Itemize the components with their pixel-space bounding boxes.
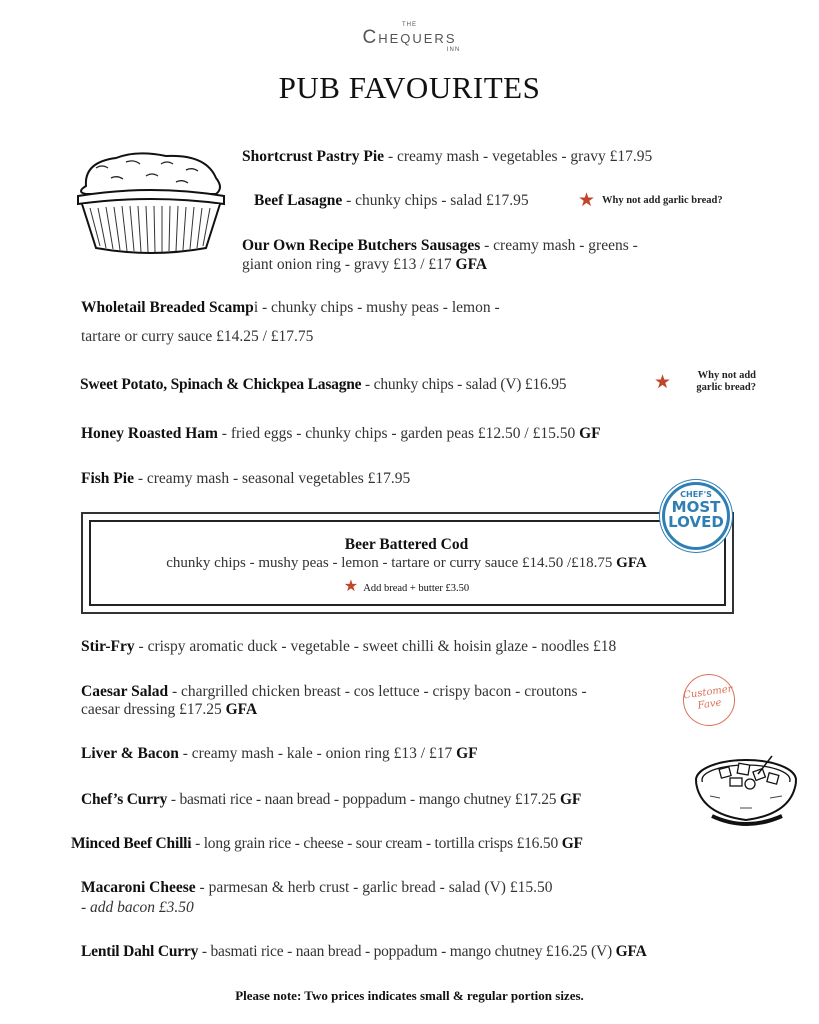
item-desc: - basmati rice - naan bread - poppadum - mango chutney £16.25 (V) <box>198 943 616 960</box>
page-title: PUB FAVOURITES <box>278 70 541 105</box>
logo-name: Chequers <box>362 27 457 48</box>
stamp-line1: Customer <box>682 683 734 702</box>
item-desc: - chunky chips - mushy peas - lemon - <box>258 299 500 316</box>
menu-item-macaroni-cheese <box>81 878 552 898</box>
menu-item-scampi-line2 <box>81 327 313 347</box>
dietary-tag: GFA <box>455 256 488 273</box>
featured-item-name <box>81 535 732 555</box>
stamp-line2: Fave <box>697 697 723 712</box>
item-name: Beef Lasagne <box>254 192 343 209</box>
menu-item-liver-bacon <box>81 744 478 764</box>
menu-item-caesar-salad <box>81 682 587 702</box>
item-name: Sweet Potato, Spinach & Chickpea Lasagne <box>80 376 362 393</box>
item-name: Honey Roasted Ham <box>81 425 218 442</box>
item-desc: tartare or curry sauce £14.25 / £17.75 <box>81 328 314 345</box>
item-desc: - chunky chips - salad (V) £16.95 <box>361 376 567 393</box>
dietary-tag: GF <box>579 425 601 442</box>
item-desc: - fried eggs - chunky chips - garden peas £12.50 / £15.50 <box>217 425 580 442</box>
item-name: Stir-Fry <box>81 638 135 655</box>
star-icon: ★ <box>578 189 596 211</box>
item-desc: - crispy aromatic duck - vegetable - sweet chilli & hoisin glaze - noodles £18 <box>134 638 617 655</box>
item-desc: - creamy mash - seasonal vegetables £17.95 <box>133 470 411 487</box>
menu-item-scampi <box>81 298 500 318</box>
item-name: Caesar Salad <box>81 683 169 700</box>
badge-line2: MOST <box>671 498 721 516</box>
badge-line3: LOVED <box>668 513 724 531</box>
item-desc: - creamy mash - kale - onion ring £13 / £17 <box>178 745 457 762</box>
logo-the: THE <box>402 22 417 28</box>
dietary-tag: GF <box>456 745 478 762</box>
menu-item-stir-fry <box>81 637 616 657</box>
item-desc: - parmesan & herb crust - garlic bread - salad (V) £15.50 <box>195 879 553 896</box>
menu-item-beef-lasagne <box>254 191 529 211</box>
item-name: Macaroni Cheese <box>81 879 196 896</box>
note-line1: Why not add <box>697 370 756 381</box>
item-desc: caesar dressing £17.25 <box>81 701 226 718</box>
item-name: Our Own Recipe Butchers Sausages <box>242 237 481 254</box>
item-desc: - creamy mash - vegetables - gravy £17.95 <box>384 148 653 165</box>
menu-item-lentil-dahl <box>81 942 647 962</box>
item-name: Wholetail Breaded Scamp <box>81 299 254 316</box>
item-name: Fish Pie <box>81 470 134 487</box>
menu-item-sausages <box>242 236 638 256</box>
star-icon: ★ <box>343 576 359 595</box>
portion-size-note: Please note: Two prices indicates small & regular portion sizes. <box>235 988 584 1003</box>
menu-item-ham <box>81 424 601 444</box>
menu-item-fish-pie <box>81 469 410 489</box>
item-name: Chef’s Curry <box>81 791 168 808</box>
customer-fave-stamp <box>680 671 739 730</box>
pie-illustration <box>66 148 236 260</box>
item-desc: - long grain rice - cheese - sour cream - tortilla crisps £16.50 <box>191 835 562 852</box>
menu-item-pie <box>242 147 652 167</box>
note-line2: garlic bread? <box>696 382 756 393</box>
chefs-most-loved-badge <box>662 482 730 550</box>
item-name: Liver & Bacon <box>81 745 179 762</box>
menu-item-macaroni-addon <box>81 898 194 918</box>
menu-item-sausages-line2 <box>242 255 487 275</box>
item-name: Minced Beef Chilli <box>71 835 192 852</box>
menu-item-chefs-curry <box>81 790 581 810</box>
item-name: Beer Battered Cod <box>344 536 469 553</box>
dietary-tag: GF <box>560 791 582 808</box>
dietary-tag: GFA <box>615 943 647 960</box>
logo <box>0 22 819 53</box>
badge-line1: CHEF'S <box>680 490 712 499</box>
dietary-tag: GFA <box>225 701 258 718</box>
garlic-bread-note <box>678 370 756 394</box>
item-name: Shortcrust Pastry Pie <box>242 148 385 165</box>
featured-item-desc <box>81 553 732 573</box>
item-desc: giant onion ring - gravy £13 / £17 <box>242 256 456 273</box>
item-desc: - creamy mash - greens - <box>480 237 638 254</box>
star-icon: ★ <box>654 371 672 393</box>
dietary-tag: GF <box>561 835 583 852</box>
dietary-tag: GFA <box>616 555 647 571</box>
logo-inn: INN <box>446 47 461 53</box>
featured-item-addon <box>81 576 732 595</box>
menu-item-minced-beef-chilli <box>71 834 583 854</box>
item-desc: - chargrilled chicken breast - cos lettuce - crispy bacon - croutons - <box>168 683 587 700</box>
item-desc: chunky chips - mushy peas - lemon - tartare or curry sauce £14.50 /£18.75 <box>166 555 617 571</box>
menu-item-caesar-salad-line2 <box>81 700 257 720</box>
addon-note: - add bacon £3.50 <box>81 899 194 916</box>
garlic-bread-note: Why not add garlic bread? <box>602 195 723 206</box>
item-name: Lentil Dahl Curry <box>81 943 199 960</box>
item-desc: - chunky chips - salad £17.95 <box>342 192 529 209</box>
menu-item-veg-lasagne <box>80 375 566 395</box>
item-desc: - basmati rice - naan bread - poppadum - mango chutney £17.25 <box>167 791 560 808</box>
addon-note: Add bread + butter £3.50 <box>363 583 470 594</box>
curry-bowl-illustration <box>690 752 802 834</box>
item-name-tail: i <box>253 299 259 316</box>
